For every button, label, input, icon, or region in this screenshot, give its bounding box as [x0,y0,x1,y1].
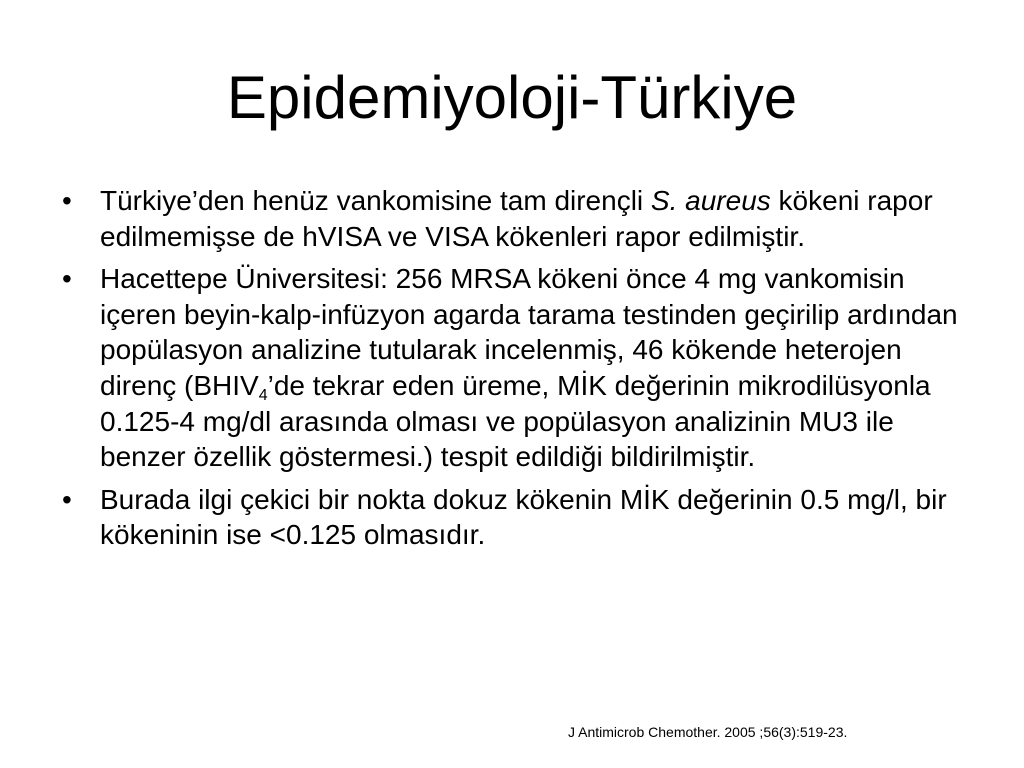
bullet-dot: • [62,185,72,216]
bullet-list [62,183,962,560]
bullet-item-1 [62,183,962,254]
bullet-item-2 [62,261,962,475]
bullet-text-part: ’de tekrar eden üreme, MİK değerinin mikrodilüsyonla 0.125-4 mg/dl arasında olması ve popülasyon analizinin MU3 ile benzer özellik göstermesi.) tespit edildiği bildirilmiştir. [100,369,931,473]
bullet-text [100,263,958,472]
subscript: 4 [258,386,268,404]
organism-name: S. aureus [650,185,771,216]
slide-title: Epidemiyoloji-Türkiye [226,64,798,131]
bullet-text-part: Türkiye’den henüz vankomisine tam dirençli [100,185,651,216]
bullet-text [100,185,933,252]
bullet-text: Burada ilgi çekici bir nokta dokuz kökenin MİK değerinin 0.5 mg/l, bir kökeninin ise <0.125 olmasıdır. [100,483,947,551]
bullet-dot: • [62,263,72,295]
bullet-item-3 [62,482,962,553]
bullet-text-part: kökeni rapor edilmemişse de hVISA ve VISA kökenleri rapor edilmiştir. [100,185,933,252]
bullet-text-part: Hacettepe Üniversitesi: 256 MRSA kökeni önce 4 mg vankomisin içeren beyin-kalp-infüzyon agarda tarama testinden geçirilip ardından popülasyon analizine tutularak incelenmiş, 46 kökende heterojen direnç (BHIV [100,263,958,401]
citation: J Antimicrob Chemother. 2005 ;56(3):519-23. [568,724,848,740]
bullet-dot: • [62,483,72,515]
